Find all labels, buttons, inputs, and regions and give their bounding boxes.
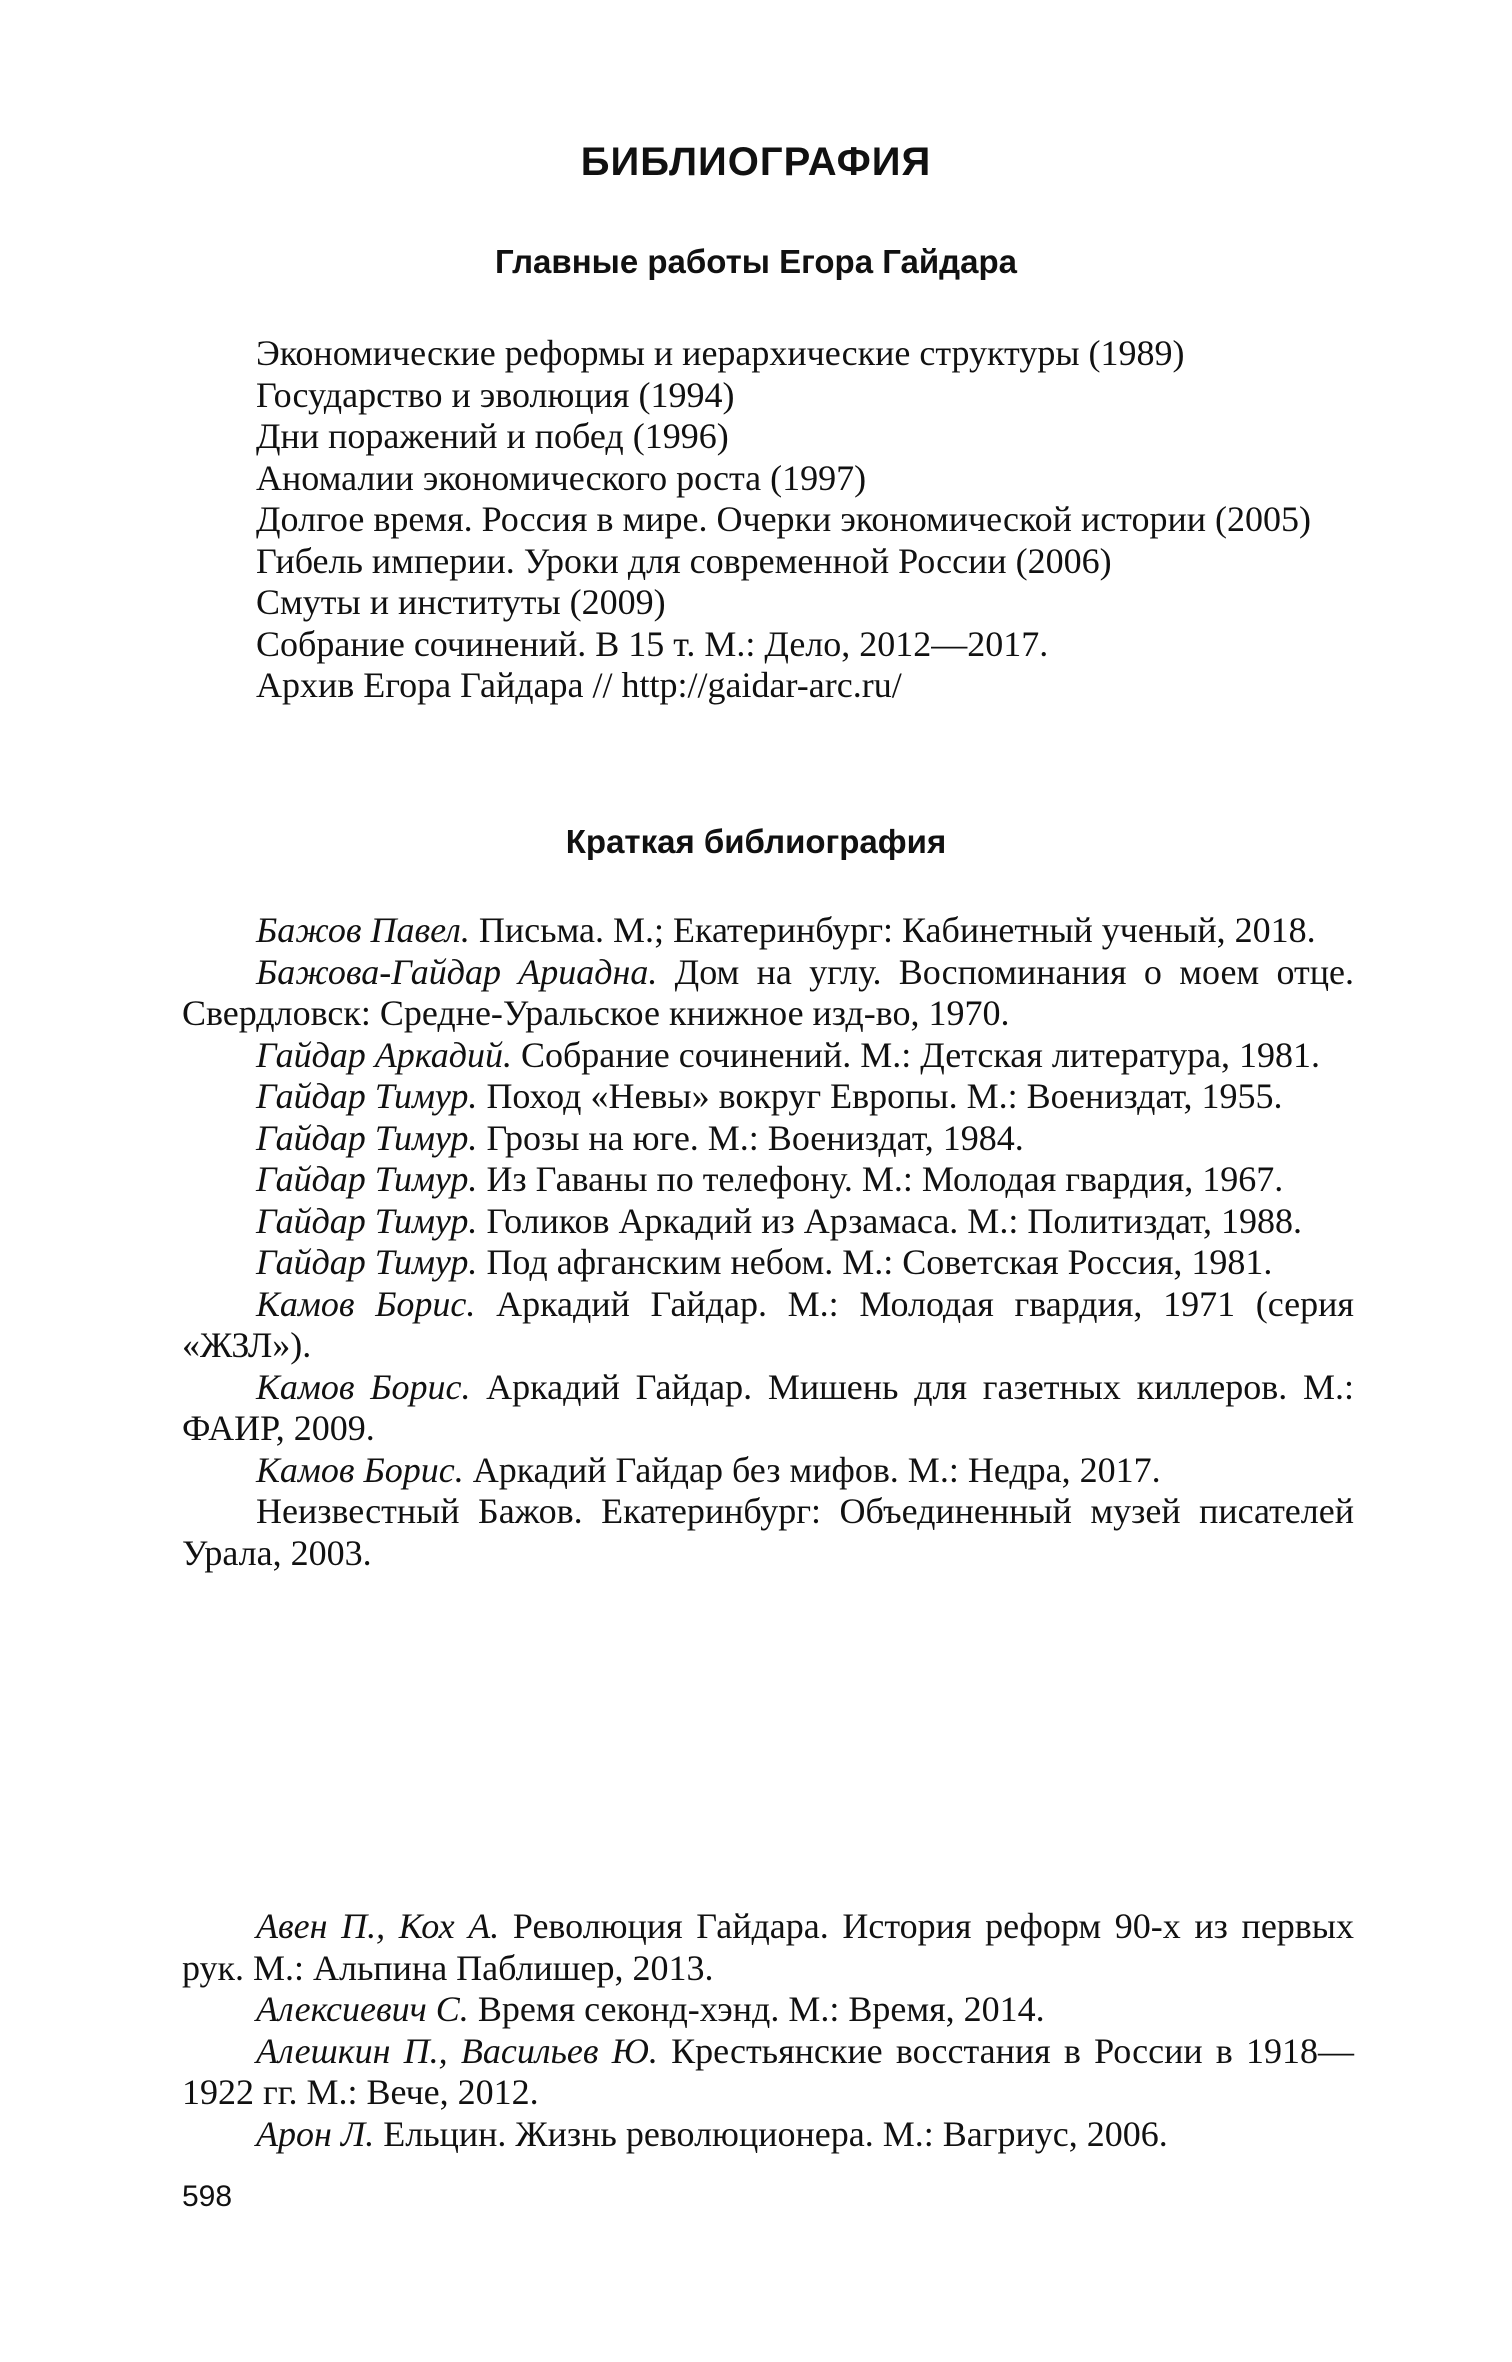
entry-author: Камов Борис. — [256, 1449, 464, 1490]
entry-text: Аркадий Гайдар. Мишень для газетных киллеров. М.: ФАИР, 2009. — [182, 1366, 1354, 1448]
entry-author: Арон Л. — [256, 2113, 375, 2154]
entry-author: Бажова-Гайдар Ариадна. — [256, 951, 658, 992]
work-item: Экономические реформы и иерархические структуры (1989) — [256, 333, 1185, 373]
bibliography-list-2 — [182, 1906, 1354, 2155]
entry-author: Гайдар Аркадий. — [256, 1034, 512, 1075]
bibliography-entry — [182, 1242, 1354, 1284]
bibliography-entry — [182, 1450, 1354, 1492]
entry-author: Гайдар Тимур. — [256, 1200, 478, 1241]
entry-author: Камов Борис. — [256, 1283, 476, 1324]
entry-text: Дом на углу. Воспоминания о моем отце. Свердловск: Средне-Уральское книжное изд-во, 1970. — [182, 951, 1355, 1033]
entry-text: Поход «Невы» вокруг Европы. М.: Воениздат, 1955. — [477, 1076, 1283, 1116]
entry-author: Гайдар Тимур. — [256, 1159, 478, 1199]
page-title: БИБЛИОГРАФИЯ — [580, 140, 932, 184]
entry-author: Алексиевич С. — [256, 1989, 469, 2029]
bibliography-entry — [182, 1491, 1354, 1574]
work-item: Аномалии экономического роста (1997) — [256, 457, 867, 498]
entry-text: Из Гаваны по телефону. М.: Молодая гвардия, 1967. — [477, 1159, 1284, 1199]
entry-author: Гайдар Тимур. — [256, 1076, 478, 1116]
entry-author: Алешкин П., Васильев Ю. — [256, 2030, 658, 2071]
work-item: Государство и эволюция (1994) — [256, 374, 735, 415]
entry-text: Неизвестный Бажов. Екатеринбург: Объединенный музей писателей Урала, 2003. — [182, 1491, 1354, 1573]
work-item: Смуты и институты (2009) — [256, 582, 666, 622]
main-works-heading: Главные работы Егора Гайдара — [495, 243, 1017, 280]
bibliography-entry — [182, 1284, 1354, 1367]
bibliography-entry — [182, 1035, 1354, 1077]
entry-text: Время секонд-хэнд. М.: Время, 2014. — [468, 1989, 1045, 2029]
bibliography-entry — [182, 1159, 1354, 1201]
work-item: Долгое время. Россия в мире. Очерки экономической истории (2005) — [256, 499, 1311, 539]
bibliography-entry — [182, 1906, 1354, 1989]
bibliography-list-1 — [182, 910, 1354, 1574]
bibliography-entry — [182, 2114, 1354, 2156]
bibliography-entry — [182, 1367, 1354, 1450]
entry-text: Аркадий Гайдар без мифов. М.: Недра, 2017. — [463, 1449, 1161, 1490]
page-number: 598 — [182, 2180, 233, 2213]
entry-text: Аркадий Гайдар. М.: Молодая гвардия, 1971 (серия «ЖЗЛ»). — [182, 1283, 1354, 1365]
short-bibliography-heading: Краткая библиография — [565, 823, 947, 860]
entry-author: Бажов Павел. — [256, 910, 470, 950]
bibliography-entry — [182, 2031, 1354, 2114]
entry-author: Гайдар Тимур. — [256, 1117, 478, 1158]
entry-text: Под афганским небом. М.: Советская Россия, 1981. — [477, 1242, 1273, 1282]
entry-author: Гайдар Тимур. — [256, 1242, 478, 1282]
work-item: Дни поражений и побед (1996) — [256, 416, 729, 456]
entry-text: Революция Гайдара. История реформ 90-х из первых рук. М.: Альпина Паблишер, 2013. — [182, 1906, 1354, 1988]
entry-text: Собрание сочинений. М.: Детская литература, 1981. — [511, 1034, 1321, 1075]
bibliography-entry — [182, 1201, 1354, 1243]
bibliography-entry — [182, 1118, 1354, 1160]
main-works-list — [182, 333, 1354, 707]
entry-text: Голиков Аркадий из Арзамаса. М.: Политиздат, 1988. — [477, 1200, 1303, 1241]
entry-author: Авен П., Кох А. — [256, 1906, 500, 1946]
entry-text: Грозы на юге. М.: Воениздат, 1984. — [477, 1117, 1024, 1158]
entry-text: Ельцин. Жизнь революционера. М.: Вагриус, 2006. — [374, 2113, 1168, 2154]
work-item: Гибель империи. Уроки для современной России (2006) — [256, 540, 1112, 581]
work-item: Собрание сочинений. В 15 т. М.: Дело, 2012—2017. — [256, 623, 1049, 664]
bibliography-entry — [182, 1989, 1354, 2031]
bibliography-entry — [182, 910, 1354, 952]
bibliography-entry — [182, 1076, 1354, 1118]
bibliography-entry — [182, 952, 1354, 1035]
entry-text: Письма. М.; Екатеринбург: Кабинетный ученый, 2018. — [469, 910, 1316, 950]
entry-author: Камов Борис. — [256, 1366, 471, 1407]
entry-text: Крестьянские восстания в России в 1918—1922 гг. М.: Вече, 2012. — [182, 2030, 1355, 2112]
work-item: Архив Егора Гайдара // http://gaidar-arc.ru/ — [256, 665, 902, 705]
